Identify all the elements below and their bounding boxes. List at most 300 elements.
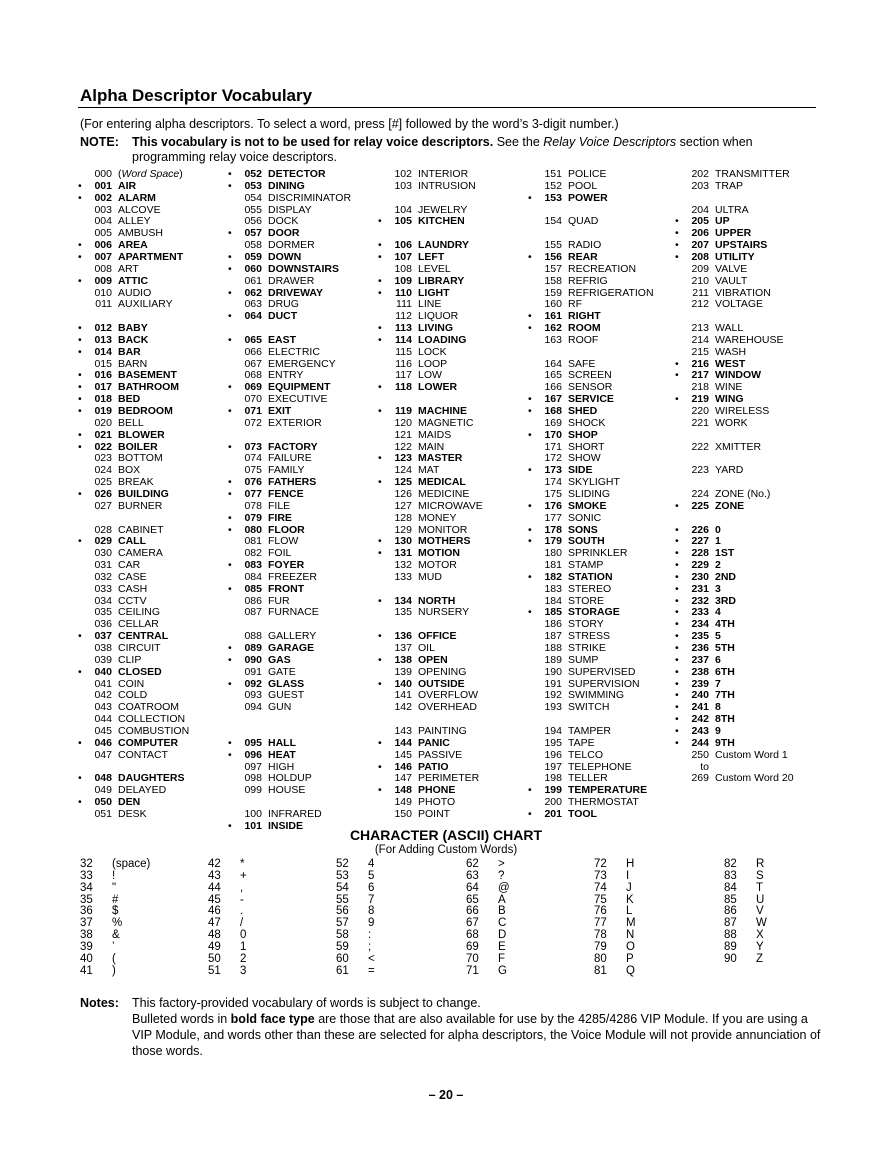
vocab-word: KITCHEN — [418, 215, 465, 228]
vocab-number: 033 — [94, 582, 112, 595]
vocab-word: ULTRA — [715, 203, 749, 216]
vocab-word: COMBUSTION — [118, 724, 190, 737]
bullet-icon: • — [228, 333, 232, 346]
vocab-word: GALLERY — [268, 630, 317, 643]
vocab-number: 124 — [394, 464, 412, 477]
vocab-word: ALLEY — [118, 215, 151, 228]
vocab-number: 004 — [94, 215, 112, 228]
vocab-number: 099 — [244, 784, 262, 797]
ascii-char: 3 — [240, 964, 247, 977]
vocab-word: WING — [715, 393, 744, 406]
vocab-number: 022 — [94, 440, 112, 453]
vocab-number: 071 — [244, 405, 262, 417]
vocab-number: 128 — [394, 511, 412, 524]
vocab-word: FILE — [268, 499, 291, 512]
vocab-word: RADIO — [568, 239, 602, 252]
vocab-word: AIR — [118, 179, 137, 192]
vocab-number: 030 — [94, 547, 112, 560]
ascii-char: I — [626, 869, 630, 882]
bullet-icon: • — [78, 251, 82, 263]
vocab-number: 026 — [94, 487, 112, 500]
vocab-word: TELLER — [568, 772, 608, 785]
ascii-char: 0 — [240, 929, 247, 942]
vocab-number: 009 — [94, 274, 112, 287]
bullet-icon: • — [675, 630, 679, 643]
ascii-code: 86 — [724, 905, 737, 918]
vocab-word: EQUIPMENT — [268, 381, 331, 394]
bullet-icon: • — [528, 251, 532, 263]
vocab-word: LIGHT — [418, 286, 450, 299]
vocab-word: BURNER — [118, 499, 163, 512]
vocab-number: 163 — [544, 333, 562, 346]
vocab-number: 137 — [394, 642, 412, 654]
vocab-word: CENTRAL — [118, 630, 169, 643]
ascii-code: 66 — [466, 905, 479, 918]
vocab-word: 5TH — [715, 642, 735, 654]
ascii-char: 8 — [368, 905, 375, 918]
bullet-icon: • — [528, 322, 532, 334]
vocab-number: 069 — [244, 381, 262, 394]
vocab-number: 198 — [544, 772, 562, 785]
vocab-word: WALL — [715, 322, 744, 334]
vocab-word: 6 — [715, 653, 721, 666]
vocab-number: 129 — [394, 523, 412, 536]
vocab-number: 096 — [244, 748, 262, 761]
bullet-icon: • — [675, 582, 679, 595]
ascii-code: 49 — [208, 941, 221, 953]
vocab-number: 135 — [394, 606, 412, 619]
vocab-word: CASE — [118, 570, 147, 583]
vocab-number: 018 — [94, 393, 112, 406]
bullet-icon: • — [228, 642, 232, 654]
vocab-word: LIBRARY — [418, 274, 465, 287]
vocab-word: STRESS — [568, 630, 611, 643]
vocab-number: 154 — [544, 215, 562, 228]
vocab-word: FENCE — [268, 487, 304, 500]
vocab-number: 204 — [691, 203, 709, 216]
vocab-number: 116 — [395, 357, 412, 370]
vocab-number: 038 — [94, 642, 112, 654]
vocab-number: 091 — [244, 665, 262, 678]
bullet-icon: • — [675, 642, 679, 654]
vocab-word: SCREEN — [568, 369, 612, 382]
ascii-char: 4 — [368, 858, 375, 870]
vocab-word: WORK — [715, 416, 748, 429]
vocab-number: 133 — [394, 570, 412, 583]
vocab-number: 012 — [94, 322, 112, 334]
vocab-word: OVERFLOW — [418, 689, 479, 702]
vocab-word: GAS — [268, 653, 291, 666]
vocab-number: 184 — [544, 594, 562, 607]
vocab-number: 029 — [94, 535, 112, 548]
ascii-char: R — [756, 858, 765, 870]
ascii-code: 37 — [80, 917, 93, 930]
ascii-code: 51 — [208, 964, 221, 977]
vocab-number: 125 — [394, 476, 412, 489]
ascii-char: G — [498, 964, 507, 977]
bullet-icon: • — [228, 440, 232, 453]
vocab-word: SONIC — [568, 511, 602, 524]
ascii-code: 79 — [594, 941, 607, 953]
vocab-word: OPENING — [418, 665, 467, 678]
ascii-code: 43 — [208, 869, 221, 882]
vocab-word: STATION — [568, 570, 613, 583]
ascii-code: 68 — [466, 929, 479, 942]
bullet-icon: • — [675, 653, 679, 666]
ascii-char: : — [368, 929, 372, 942]
vocab-word: SENSOR — [568, 381, 613, 394]
vocab-number: 197 — [544, 760, 562, 773]
bullet-icon: • — [378, 381, 382, 394]
vocab-number: 106 — [394, 239, 412, 252]
ascii-code: 52 — [336, 858, 349, 870]
vocab-word: LOWER — [418, 381, 458, 394]
vocab-word: PHONE — [418, 784, 456, 797]
vocab-number: 088 — [244, 630, 262, 643]
vocab-word: BASEMENT — [118, 369, 177, 382]
ascii-char: ! — [112, 869, 116, 882]
bullet-icon: • — [228, 381, 232, 394]
ascii-char: C — [498, 917, 507, 930]
vocab-word: INTRUSION — [418, 179, 476, 192]
bullet-icon: • — [378, 653, 382, 666]
vocab-word: WASH — [715, 345, 747, 358]
ascii-char: S — [756, 869, 764, 882]
vocab-word: MUD — [418, 570, 442, 583]
bullet-icon: • — [78, 736, 82, 749]
bullet-icon: • — [528, 523, 532, 536]
vocab-number: 010 — [94, 286, 112, 299]
vocab-number: 112 — [395, 310, 412, 323]
vocab-number: 031 — [94, 559, 112, 572]
ascii-code: 65 — [466, 893, 479, 906]
bullet-icon: • — [675, 606, 679, 619]
vocab-number: 080 — [244, 523, 262, 536]
vocab-word: WINDOW — [715, 369, 762, 382]
vocab-number: 075 — [244, 464, 262, 477]
vocab-word: BACK — [118, 333, 149, 346]
ascii-char: M — [626, 917, 636, 930]
vocab-word: HALL — [268, 736, 296, 749]
vocab-word: FATHERS — [268, 476, 317, 489]
vocab-number: 168 — [544, 405, 562, 417]
ascii-char: ( — [112, 952, 116, 965]
vocab-number: 212 — [691, 298, 709, 311]
ascii-code: 58 — [336, 929, 349, 942]
ascii-code: 64 — [466, 881, 479, 894]
vocab-number: 079 — [244, 511, 262, 524]
bullet-icon: • — [78, 405, 82, 417]
vocab-number: 063 — [244, 298, 262, 311]
vocab-number: 132 — [394, 559, 412, 572]
ascii-code: 83 — [724, 869, 737, 882]
vocab-word: ELECTRIC — [268, 345, 320, 358]
vocab-number: 120 — [394, 416, 412, 429]
vocab-word: REAR — [568, 251, 598, 263]
bullet-icon: • — [228, 523, 232, 536]
vocab-word: CASH — [118, 582, 148, 595]
vocab-word: DOOR — [268, 227, 300, 240]
vocab-number: 043 — [94, 701, 112, 714]
vocab-number: 150 — [394, 807, 412, 820]
vocab-word: XMITTER — [715, 440, 762, 453]
vocab-word: SWITCH — [568, 701, 610, 714]
ascii-code: 57 — [336, 917, 349, 930]
vocab-number: 203 — [691, 179, 709, 192]
bullet-icon: • — [78, 796, 82, 808]
vocab-word: DETECTOR — [268, 168, 326, 180]
vocab-word: (Word Space) — [118, 168, 183, 180]
vocab-number: 108 — [394, 262, 412, 275]
vocab-number: 238 — [691, 665, 709, 678]
vocab-word: HOLDUP — [268, 772, 312, 785]
vocab-number: 045 — [94, 724, 112, 737]
bullet-icon: • — [675, 227, 679, 240]
ascii-code: 47 — [208, 917, 221, 930]
ascii-char: 5 — [368, 869, 375, 882]
vocab-word: LOADING — [418, 333, 467, 346]
vocab-number: 065 — [244, 333, 262, 346]
vocab-number: 100 — [244, 807, 262, 820]
vocab-word: AUXILIARY — [118, 298, 173, 311]
bullet-icon: • — [528, 428, 532, 441]
vocab-number: 239 — [691, 677, 709, 690]
ascii-chart-title: CHARACTER (ASCII) CHART — [349, 827, 543, 843]
vocab-word: BLOWER — [118, 428, 165, 441]
ascii-char: ; — [368, 941, 372, 953]
bullet-icon: • — [675, 559, 679, 572]
bullet-icon: • — [78, 179, 82, 192]
vocab-number: 035 — [94, 606, 112, 619]
vocab-number: 039 — [94, 653, 112, 666]
bullet-icon: • — [378, 784, 382, 797]
bullet-icon: • — [675, 535, 679, 548]
ascii-char: W — [756, 917, 767, 930]
bullet-icon: • — [675, 251, 679, 263]
vocab-word: DISPLAY — [268, 203, 312, 216]
vocab-word: SLIDING — [568, 487, 611, 500]
vocab-number: 085 — [244, 582, 262, 595]
vocab-number: 121 — [394, 428, 412, 441]
bullet-icon: • — [378, 333, 382, 346]
vocab-word: BELL — [118, 416, 144, 429]
vocab-number: 122 — [394, 440, 412, 453]
ascii-code: 32 — [80, 858, 93, 870]
vocab-word: LAUNDRY — [418, 239, 469, 252]
ascii-code: 89 — [724, 941, 737, 953]
bullet-icon: • — [228, 179, 232, 192]
bullet-icon: • — [675, 701, 679, 714]
vocab-word: 4TH — [715, 618, 735, 631]
title-rule — [78, 107, 816, 108]
ascii-chart — [80, 858, 780, 998]
ascii-code: 53 — [336, 869, 349, 882]
vocab-word: DAUGHTERS — [118, 772, 185, 785]
vocab-word: COATROOM — [118, 701, 180, 714]
bullet-icon: • — [228, 582, 232, 595]
bullet-icon: • — [675, 665, 679, 678]
vocab-word: OPEN — [418, 653, 448, 666]
bullet-icon: • — [675, 594, 679, 607]
vocab-number: 189 — [544, 653, 562, 666]
vocab-number: 056 — [244, 215, 262, 228]
vocab-number: 064 — [244, 310, 262, 323]
ascii-code: 63 — [466, 869, 479, 882]
ascii-code: 77 — [594, 917, 607, 930]
vocab-word: 4 — [715, 606, 721, 619]
vocab-number: 103 — [394, 179, 412, 192]
vocab-number: 123 — [394, 452, 412, 465]
vocab-number: 156 — [544, 251, 562, 263]
vocab-word: PANIC — [418, 736, 450, 749]
ascii-code: 87 — [724, 917, 737, 930]
vocab-word: STORY — [568, 618, 604, 631]
bullet-icon: • — [675, 239, 679, 252]
ascii-char: Q — [626, 964, 635, 977]
ascii-code: 40 — [80, 952, 93, 965]
bullet-icon: • — [675, 393, 679, 406]
vocab-word: LOCK — [418, 345, 447, 358]
vocab-word: THERMOSTAT — [568, 796, 639, 808]
vocab-word: LOW — [418, 369, 442, 382]
vocab-number: 185 — [544, 606, 562, 619]
notes-label: Notes: — [80, 996, 119, 1010]
bullet-icon: • — [528, 191, 532, 204]
vocab-word: SHOW — [568, 452, 601, 465]
vocab-number: 181 — [544, 559, 562, 572]
vocab-number: 094 — [244, 701, 262, 714]
vocab-number: 083 — [244, 559, 262, 572]
vocab-word: 2 — [715, 559, 721, 572]
bullet-icon: • — [378, 630, 382, 643]
vocab-number: 049 — [94, 784, 112, 797]
vocab-number: 118 — [395, 381, 412, 394]
vocab-number: 027 — [94, 499, 112, 512]
vocab-number: 046 — [94, 736, 112, 749]
ascii-char: U — [756, 893, 765, 906]
ascii-code: 90 — [724, 952, 737, 965]
vocab-word: SHORT — [568, 440, 605, 453]
vocab-number: 219 — [691, 393, 709, 406]
vocab-number: 208 — [691, 251, 709, 263]
vocab-word: 5 — [715, 630, 721, 643]
vocab-word: Custom Word 20 — [715, 772, 794, 785]
vocab-word: MEDICAL — [418, 476, 466, 489]
ascii-char: E — [498, 941, 506, 953]
vocab-word: FLOOR — [268, 523, 305, 536]
vocab-word: 9 — [715, 724, 721, 737]
vocab-number: 179 — [544, 535, 562, 548]
vocab-number: 014 — [94, 345, 112, 358]
bullet-icon: • — [675, 570, 679, 583]
vocab-word: EAST — [268, 333, 297, 346]
bullet-icon: • — [78, 630, 82, 643]
ascii-code: 61 — [336, 964, 349, 977]
vocab-word: REFRIG — [568, 274, 608, 287]
vocab-word: VALVE — [715, 262, 748, 275]
vocab-word: TAPE — [568, 736, 595, 749]
bullet-icon: • — [378, 760, 382, 773]
ascii-code: 46 — [208, 905, 221, 918]
vocab-number: 144 — [394, 736, 412, 749]
bullet-icon: • — [228, 736, 232, 749]
bullet-icon: • — [228, 251, 232, 263]
vocab-word: 9TH — [715, 736, 735, 749]
bullet-icon: • — [78, 381, 82, 394]
vocab-number: 048 — [94, 772, 112, 785]
vocab-number: 225 — [691, 499, 709, 512]
vocab-number: 089 — [244, 642, 262, 654]
bullet-icon: • — [378, 405, 382, 417]
vocab-number: 166 — [544, 381, 562, 394]
vocab-word: AREA — [118, 239, 148, 252]
ascii-char: " — [112, 881, 117, 894]
bullet-icon: • — [675, 724, 679, 737]
vocab-word: REFRIGERATION — [568, 286, 654, 299]
vocab-number: 060 — [244, 262, 262, 275]
note-italic: Relay Voice Descriptors — [543, 135, 677, 149]
vocab-word: 7TH — [715, 689, 735, 702]
ascii-char: 6 — [368, 881, 375, 894]
vocab-word: VAULT — [715, 274, 748, 287]
vocab-word: ROOM — [568, 322, 601, 334]
vocab-number: 086 — [244, 594, 262, 607]
ascii-char: Y — [756, 941, 764, 953]
vocab-word: 6TH — [715, 665, 735, 678]
vocab-word: BED — [118, 393, 141, 406]
vocab-word: SKYLIGHT — [568, 476, 620, 489]
vocab-word: BOTTOM — [118, 452, 163, 465]
vocab-number: 200 — [544, 796, 562, 808]
vocab-word: LINE — [418, 298, 442, 311]
vocab-number: 222 — [691, 440, 709, 453]
vocab-word: EMERGENCY — [268, 357, 336, 370]
ascii-code: 62 — [466, 858, 479, 870]
vocab-word: GATE — [268, 665, 296, 678]
vocab-word: SHOP — [568, 428, 598, 441]
vocab-number: 025 — [94, 476, 112, 489]
bullet-icon: • — [78, 274, 82, 287]
vocab-number: 003 — [94, 203, 112, 216]
bullet-icon: • — [228, 286, 232, 299]
vocab-number: 199 — [544, 784, 562, 797]
vocab-number: 138 — [394, 653, 412, 666]
vocab-word: MOTHERS — [418, 535, 471, 548]
vocab-number: 047 — [94, 748, 112, 761]
vocab-number: 240 — [691, 689, 709, 702]
vocab-word: DRIVEWAY — [268, 286, 324, 299]
vocab-number: 082 — [244, 547, 262, 560]
vocab-word: PHOTO — [418, 796, 456, 808]
vocab-word: FREEZER — [268, 570, 318, 583]
bullet-icon: • — [675, 499, 679, 512]
bullet-icon: • — [675, 357, 679, 370]
vocab-number: 058 — [244, 239, 262, 252]
vocab-number: 005 — [94, 227, 112, 240]
vocab-word: QUAD — [568, 215, 599, 228]
vocab-word: FOYER — [268, 559, 305, 572]
bullet-icon: • — [228, 310, 232, 323]
vocab-number: 234 — [691, 618, 709, 631]
vocab-word: DESK — [118, 807, 147, 820]
vocab-word: FRONT — [268, 582, 305, 595]
vocab-number: 157 — [544, 262, 562, 275]
vocab-number: 098 — [244, 772, 262, 785]
vocab-number: 092 — [244, 677, 262, 690]
vocab-word: CALL — [118, 535, 146, 548]
vocab-word: MOTION — [418, 547, 460, 560]
bullet-icon: • — [378, 736, 382, 749]
